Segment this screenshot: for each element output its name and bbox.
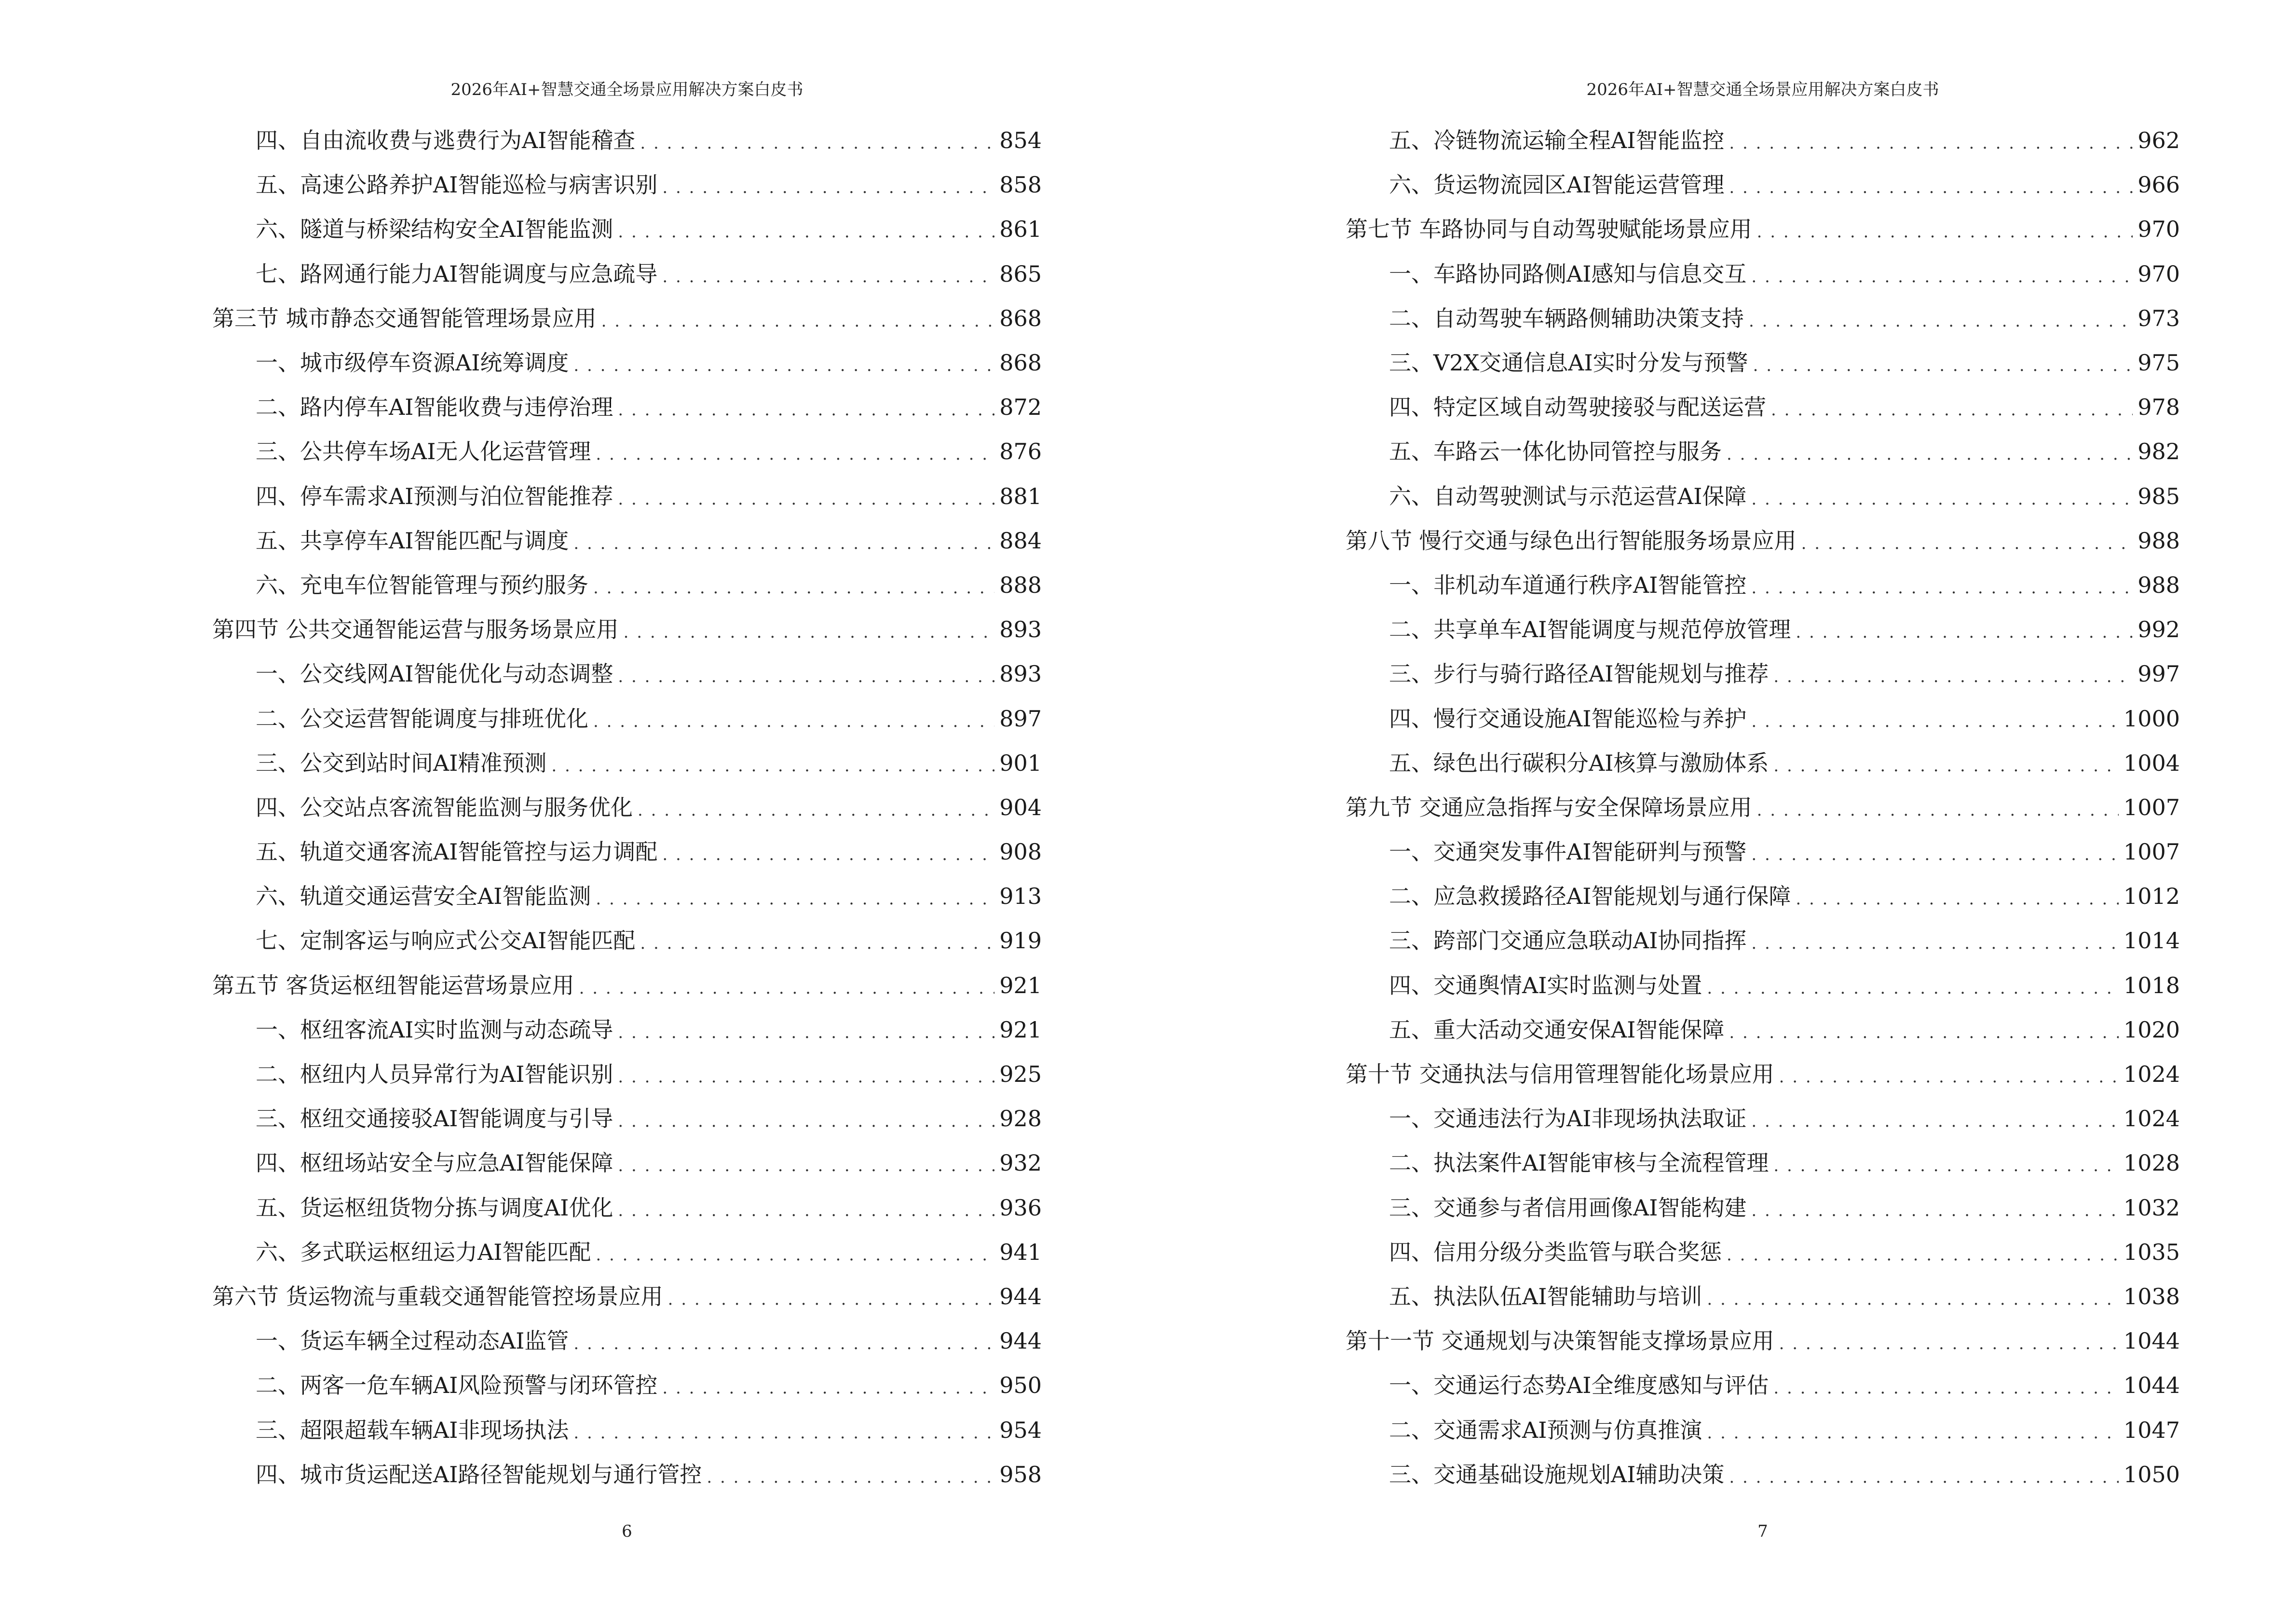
toc-entry-title: 一、货运车辆全过程动态AI监管 (256, 1328, 569, 1354)
toc-subsection-entry[interactable] (212, 563, 1042, 607)
toc-entry-page-number: 1044 (2123, 1328, 2180, 1354)
toc-subsection-entry[interactable] (1346, 563, 2180, 607)
dot-leader (1727, 446, 2133, 463)
toc-subsection-entry[interactable] (1346, 918, 2180, 963)
dot-leader (618, 402, 994, 418)
toc-entry-title: 六、货运物流园区AI智能运营管理 (1389, 172, 1725, 198)
dot-leader (662, 846, 994, 863)
toc-subsection-entry[interactable] (1346, 296, 2180, 341)
toc-entry-title: 六、隧道与桥梁结构安全AI智能监测 (256, 216, 613, 243)
dot-leader (707, 1469, 994, 1486)
dot-leader (579, 980, 995, 996)
toc-entry-page-number: 958 (999, 1461, 1042, 1488)
toc-subsection-entry[interactable] (1346, 1008, 2180, 1052)
dot-leader (1707, 1291, 2119, 1308)
toc-entry-page-number: 992 (2137, 616, 2180, 643)
toc-subsection-entry[interactable] (212, 830, 1042, 874)
toc-entry-title: 三、跨部门交通应急联动AI协同指挥 (1389, 928, 1747, 954)
toc-entry-page-number: 954 (999, 1417, 1042, 1443)
toc-subsection-entry[interactable] (1346, 1274, 2180, 1319)
toc-subsection-entry[interactable] (212, 163, 1042, 207)
toc-entry-title: 二、公交运营智能调度与排班优化 (256, 705, 588, 732)
toc-entry-title: 第六节 货运物流与重载交通智能管控场景应用 (212, 1283, 663, 1310)
toc-entry-title: 第七节 车路协同与自动驾驶赋能场景应用 (1346, 216, 1752, 243)
toc-entry-page-number: 884 (999, 527, 1042, 554)
toc-subsection-entry[interactable] (212, 1230, 1042, 1274)
dot-leader (1749, 313, 2133, 329)
toc-entry-title: 一、交通违法行为AI非现场执法取证 (1389, 1105, 1747, 1132)
toc-entry-page-number: 982 (2137, 438, 2180, 465)
toc-entry-title: 二、共享单车AI智能调度与规范停放管理 (1389, 616, 1791, 643)
toc-entry-page-number: 881 (999, 483, 1042, 509)
toc-entry-page-number: 1000 (2123, 705, 2180, 732)
running-header: 2026年AI+智慧交通全场景应用解决方案白皮书 (450, 80, 803, 99)
toc-entry-title: 三、公交到站时间AI精准预测 (256, 750, 547, 776)
toc-entry-page-number: 988 (2137, 572, 2180, 598)
toc-subsection-entry[interactable] (212, 1452, 1042, 1497)
dot-leader (1751, 1202, 2119, 1219)
toc-entry-title: 五、货运枢纽货物分拣与调度AI优化 (256, 1194, 613, 1221)
dot-leader (1796, 624, 2133, 641)
dot-leader (1757, 224, 2133, 240)
toc-entry-title: 四、信用分级分类监管与联合奖惩 (1389, 1239, 1722, 1265)
toc-entry-page-number: 876 (999, 438, 1042, 465)
dot-leader (593, 713, 994, 730)
toc-entry-page-number: 988 (2137, 527, 2180, 554)
dot-leader (573, 357, 994, 374)
toc-entry-title: 四、慢行交通设施AI智能巡检与养护 (1389, 705, 1747, 732)
dot-leader (1751, 713, 2119, 730)
toc-subsection-entry[interactable] (212, 118, 1042, 163)
dot-leader (618, 1024, 994, 1041)
toc-entry-title: 三、交通基础设施规划AI辅助决策 (1389, 1461, 1725, 1488)
toc-entry-title: 一、公交线网AI智能优化与动态调整 (256, 661, 613, 687)
dot-leader (1727, 1247, 2119, 1263)
dot-leader (1751, 1113, 2119, 1130)
toc-subsection-entry[interactable] (212, 252, 1042, 296)
toc-subsection-entry[interactable] (1346, 1230, 2180, 1274)
left-page (212, 0, 1042, 1624)
toc-entry-page-number: 893 (999, 616, 1042, 643)
dot-leader (1707, 980, 2119, 996)
toc-entry-title: 三、步行与骑行路径AI智能规划与推荐 (1389, 661, 1769, 687)
dot-leader (596, 1247, 994, 1263)
toc-subsection-entry[interactable] (212, 1141, 1042, 1185)
dot-leader (1751, 580, 2133, 596)
toc-subsection-entry[interactable] (212, 1052, 1042, 1096)
toc-entry-page-number: 913 (999, 883, 1042, 910)
dot-leader (1729, 1024, 2119, 1041)
toc-section-entry[interactable] (212, 296, 1042, 341)
toc-entry-page-number: 893 (999, 661, 1042, 687)
running-header: 2026年AI+智慧交通全场景应用解决方案白皮书 (1586, 80, 1939, 99)
dot-leader (1773, 1380, 2119, 1396)
toc-subsection-entry[interactable] (212, 1363, 1042, 1407)
toc-entry-title: 七、定制客运与响应式公交AI智能匹配 (256, 928, 636, 954)
toc-entry-title: 第八节 慢行交通与绿色出行智能服务场景应用 (1346, 527, 1797, 554)
toc-subsection-entry[interactable] (1346, 429, 2180, 474)
dot-leader (1729, 135, 2133, 151)
dot-leader (1729, 179, 2133, 196)
toc-entry-page-number: 868 (999, 305, 1042, 331)
toc-entry-title: 六、轨道交通运营安全AI智能监测 (256, 883, 591, 910)
toc-subsection-entry[interactable] (212, 1186, 1042, 1230)
toc-entry-title: 六、自动驾驶测试与示范运营AI保障 (1389, 483, 1747, 509)
toc-subsection-entry[interactable] (1346, 741, 2180, 785)
toc-subsection-entry[interactable] (212, 918, 1042, 963)
toc-subsection-entry[interactable] (1346, 652, 2180, 696)
toc-entry-title: 五、轨道交通客流AI智能管控与运力调配 (256, 839, 658, 865)
toc-entry-title: 一、城市级停车资源AI统筹调度 (256, 350, 569, 376)
dot-leader (573, 1425, 994, 1441)
toc-entry-title: 四、特定区域自动驾驶接驳与配送运营 (1389, 394, 1766, 421)
toc-entry-page-number: 1024 (2123, 1061, 2180, 1088)
toc-entry-page-number: 897 (999, 705, 1042, 732)
toc-subsection-entry[interactable] (1346, 474, 2180, 519)
toc-subsection-entry[interactable] (1346, 696, 2180, 740)
toc-entry-title: 四、城市货运配送AI路径智能规划与通行管控 (256, 1461, 702, 1488)
table-of-contents (1346, 118, 2180, 1497)
toc-entry-page-number: 973 (2137, 305, 2180, 331)
toc-entry-title: 二、两客一危车辆AI风险预警与闭环管控 (256, 1372, 658, 1399)
toc-entry-title: 一、非机动车道通行秩序AI智能管控 (1389, 572, 1747, 598)
toc-subsection-entry[interactable] (212, 341, 1042, 385)
dot-leader (618, 491, 994, 507)
dot-leader (1757, 802, 2119, 819)
toc-entry-title: 第十节 交通执法与信用管理智能化场景应用 (1346, 1061, 1774, 1088)
toc-entry-title: 第十一节 交通规划与决策智能支撑场景应用 (1346, 1328, 1774, 1354)
page-number: 6 (622, 1522, 632, 1541)
toc-entry-page-number: 962 (2137, 127, 2180, 154)
toc-subsection-entry[interactable] (1346, 1186, 2180, 1230)
toc-entry-title: 二、执法案件AI智能审核与全流程管理 (1389, 1150, 1769, 1176)
toc-entry-title: 二、枢纽内人员异常行为AI智能识别 (256, 1061, 613, 1088)
dot-leader (1753, 357, 2133, 374)
toc-entry-title: 五、冷链物流运输全程AI智能监控 (1389, 127, 1725, 154)
dot-leader (618, 1113, 994, 1130)
dot-leader (573, 1336, 994, 1352)
toc-subsection-entry[interactable] (212, 385, 1042, 429)
toc-entry-page-number: 944 (999, 1328, 1042, 1354)
toc-entry-page-number: 861 (999, 216, 1042, 243)
dot-leader (1773, 1158, 2119, 1174)
toc-entry-title: 五、重大活动交通安保AI智能保障 (1389, 1016, 1725, 1043)
toc-entry-page-number: 1018 (2123, 972, 2180, 998)
toc-entry-page-number: 932 (999, 1150, 1042, 1176)
toc-entry-page-number: 975 (2137, 350, 2180, 376)
toc-entry-title: 五、高速公路养护AI智能巡检与病害识别 (256, 172, 658, 198)
dot-leader (1771, 402, 2133, 418)
toc-entry-page-number: 904 (999, 794, 1042, 820)
toc-entry-page-number: 1007 (2123, 794, 2180, 820)
dot-leader (573, 535, 994, 552)
toc-subsection-entry[interactable] (212, 652, 1042, 696)
toc-entry-title: 二、应急救援路径AI智能规划与通行保障 (1389, 883, 1791, 910)
toc-entry-title: 二、自动驾驶车辆路侧辅助决策支持 (1389, 305, 1744, 331)
toc-entry-page-number: 1012 (2123, 883, 2180, 910)
toc-entry-title: 三、超限超载车辆AI非现场执法 (256, 1417, 569, 1443)
toc-entry-page-number: 928 (999, 1105, 1042, 1132)
toc-entry-page-number: 858 (999, 172, 1042, 198)
dot-leader (638, 802, 994, 819)
toc-subsection-entry[interactable] (212, 1319, 1042, 1363)
toc-entry-page-number: 1014 (2123, 928, 2180, 954)
dot-leader (596, 891, 994, 907)
toc-subsection-entry[interactable] (212, 874, 1042, 918)
dot-leader (1796, 891, 2119, 907)
toc-entry-page-number: 1038 (2123, 1283, 2180, 1310)
toc-subsection-entry[interactable] (1346, 607, 2180, 652)
dot-leader (1773, 758, 2119, 774)
right-page (1346, 0, 2180, 1624)
toc-entry-page-number: 1044 (2123, 1372, 2180, 1399)
toc-subsection-entry[interactable] (1346, 1363, 2180, 1407)
dot-leader (1773, 669, 2133, 685)
toc-entry-page-number: 1047 (2123, 1417, 2180, 1443)
dot-leader (1751, 935, 2119, 952)
toc-section-entry[interactable] (212, 963, 1042, 1008)
toc-entry-page-number: 908 (999, 839, 1042, 865)
dot-leader (601, 313, 995, 329)
dot-leader (624, 624, 995, 641)
dot-leader (596, 446, 994, 463)
toc-entry-page-number: 1004 (2123, 750, 2180, 776)
toc-subsection-entry[interactable] (1346, 1407, 2180, 1452)
toc-entry-page-number: 970 (2137, 216, 2180, 243)
toc-subsection-entry[interactable] (212, 1407, 1042, 1452)
toc-entry-page-number: 921 (999, 972, 1042, 998)
toc-subsection-entry[interactable] (212, 741, 1042, 785)
toc-entry-title: 一、枢纽客流AI实时监测与动态疏导 (256, 1016, 613, 1043)
toc-entry-title: 二、路内停车AI智能收费与违停治理 (256, 394, 613, 421)
toc-subsection-entry[interactable] (1346, 385, 2180, 429)
toc-entry-page-number: 944 (999, 1283, 1042, 1310)
toc-entry-title: 一、车路协同路侧AI感知与信息交互 (1389, 260, 1747, 287)
table-of-contents (212, 118, 1042, 1497)
toc-entry-page-number: 936 (999, 1194, 1042, 1221)
dot-leader (668, 1291, 995, 1308)
toc-entry-page-number: 1032 (2123, 1194, 2180, 1221)
toc-entry-page-number: 985 (2137, 483, 2180, 509)
toc-entry-page-number: 865 (999, 260, 1042, 287)
toc-subsection-entry[interactable] (212, 1008, 1042, 1052)
toc-entry-title: 三、枢纽交通接驳AI智能调度与引导 (256, 1105, 613, 1132)
toc-section-entry[interactable] (1346, 1319, 2180, 1363)
toc-entry-page-number: 970 (2137, 260, 2180, 287)
toc-entry-page-number: 1050 (2123, 1461, 2180, 1488)
toc-subsection-entry[interactable] (1346, 341, 2180, 385)
dot-leader (662, 1380, 994, 1396)
toc-entry-title: 四、自由流收费与逃费行为AI智能稽查 (256, 127, 636, 154)
toc-entry-page-number: 925 (999, 1061, 1042, 1088)
toc-entry-title: 四、交通舆情AI实时监测与处置 (1389, 972, 1702, 998)
toc-entry-title: 第四节 公共交通智能运营与服务场景应用 (212, 616, 619, 643)
dot-leader (640, 135, 994, 151)
toc-subsection-entry[interactable] (212, 519, 1042, 563)
toc-entry-title: 四、枢纽场站安全与应急AI智能保障 (256, 1150, 613, 1176)
toc-entry-page-number: 919 (999, 928, 1042, 954)
toc-subsection-entry[interactable] (1346, 963, 2180, 1008)
toc-subsection-entry[interactable] (212, 207, 1042, 251)
toc-entry-page-number: 978 (2137, 394, 2180, 421)
toc-entry-page-number: 868 (999, 350, 1042, 376)
toc-section-entry[interactable] (1346, 1052, 2180, 1096)
toc-entry-title: 一、交通突发事件AI智能研判与预警 (1389, 839, 1747, 865)
toc-subsection-entry[interactable] (212, 785, 1042, 830)
toc-subsection-entry[interactable] (1346, 1096, 2180, 1141)
dot-leader (1751, 846, 2119, 863)
dot-leader (1729, 1469, 2119, 1486)
toc-entry-title: 三、公共停车场AI无人化运营管理 (256, 438, 591, 465)
toc-entry-page-number: 966 (2137, 172, 2180, 198)
toc-entry-page-number: 1024 (2123, 1105, 2180, 1132)
toc-entry-page-number: 901 (999, 750, 1042, 776)
dot-leader (662, 269, 994, 285)
toc-subsection-entry[interactable] (1346, 874, 2180, 918)
toc-entry-page-number: 941 (999, 1239, 1042, 1265)
dot-leader (618, 224, 994, 240)
toc-entry-title: 二、交通需求AI预测与仿真推演 (1389, 1417, 1702, 1443)
toc-entry-page-number: 888 (999, 572, 1042, 598)
toc-entry-title: 五、车路云一体化协同管控与服务 (1389, 438, 1722, 465)
toc-subsection-entry[interactable] (1346, 830, 2180, 874)
dot-leader (593, 580, 994, 596)
toc-entry-page-number: 1020 (2123, 1016, 2180, 1043)
dot-leader (551, 758, 994, 774)
dot-leader (1751, 269, 2133, 285)
toc-entry-title: 一、交通运行态势AI全维度感知与评估 (1389, 1372, 1769, 1399)
toc-section-entry[interactable] (212, 1274, 1042, 1319)
page-number: 7 (1757, 1522, 1768, 1541)
toc-entry-title: 六、充电车位智能管理与预约服务 (256, 572, 588, 598)
dot-leader (618, 1158, 994, 1174)
toc-section-entry[interactable] (1346, 207, 2180, 251)
dot-leader (618, 669, 994, 685)
dot-leader (1801, 535, 2133, 552)
dot-leader (1751, 491, 2133, 507)
toc-subsection-entry[interactable] (1346, 252, 2180, 296)
toc-entry-title: 四、停车需求AI预测与泊位智能推荐 (256, 483, 613, 509)
dot-leader (618, 1069, 994, 1085)
toc-entry-page-number: 921 (999, 1016, 1042, 1043)
dot-leader (1779, 1336, 2119, 1352)
toc-subsection-entry[interactable] (212, 474, 1042, 519)
toc-subsection-entry[interactable] (212, 429, 1042, 474)
dot-leader (1779, 1069, 2119, 1085)
toc-entry-page-number: 997 (2137, 661, 2180, 687)
toc-subsection-entry[interactable] (1346, 1452, 2180, 1497)
toc-subsection-entry[interactable] (1346, 118, 2180, 163)
dot-leader (640, 935, 994, 952)
toc-entry-title: 五、共享停车AI智能匹配与调度 (256, 527, 569, 554)
toc-entry-title: 五、绿色出行碳积分AI核算与激励体系 (1389, 750, 1769, 776)
toc-entry-page-number: 1035 (2123, 1239, 2180, 1265)
toc-entry-page-number: 1028 (2123, 1150, 2180, 1176)
toc-entry-title: 第三节 城市静态交通智能管理场景应用 (212, 305, 597, 331)
toc-entry-title: 六、多式联运枢纽运力AI智能匹配 (256, 1239, 591, 1265)
toc-section-entry[interactable] (1346, 785, 2180, 830)
toc-entry-title: 第九节 交通应急指挥与安全保障场景应用 (1346, 794, 1752, 820)
toc-entry-title: 第五节 客货运枢纽智能运营场景应用 (212, 972, 574, 998)
toc-subsection-entry[interactable] (212, 696, 1042, 740)
toc-section-entry[interactable] (1346, 519, 2180, 563)
dot-leader (618, 1202, 994, 1219)
dot-leader (662, 179, 994, 196)
toc-entry-page-number: 1007 (2123, 839, 2180, 865)
toc-subsection-entry[interactable] (212, 1096, 1042, 1141)
toc-entry-page-number: 854 (999, 127, 1042, 154)
dot-leader (1707, 1425, 2119, 1441)
toc-section-entry[interactable] (212, 607, 1042, 652)
toc-subsection-entry[interactable] (1346, 1141, 2180, 1185)
toc-entry-page-number: 950 (999, 1372, 1042, 1399)
toc-entry-title: 四、公交站点客流智能监测与服务优化 (256, 794, 633, 820)
toc-entry-title: 七、路网通行能力AI智能调度与应急疏导 (256, 260, 658, 287)
toc-entry-title: 五、执法队伍AI智能辅助与培训 (1389, 1283, 1702, 1310)
toc-entry-title: 三、V2X交通信息AI实时分发与预警 (1389, 350, 1748, 376)
toc-entry-page-number: 872 (999, 394, 1042, 421)
toc-subsection-entry[interactable] (1346, 163, 2180, 207)
toc-entry-title: 三、交通参与者信用画像AI智能构建 (1389, 1194, 1747, 1221)
